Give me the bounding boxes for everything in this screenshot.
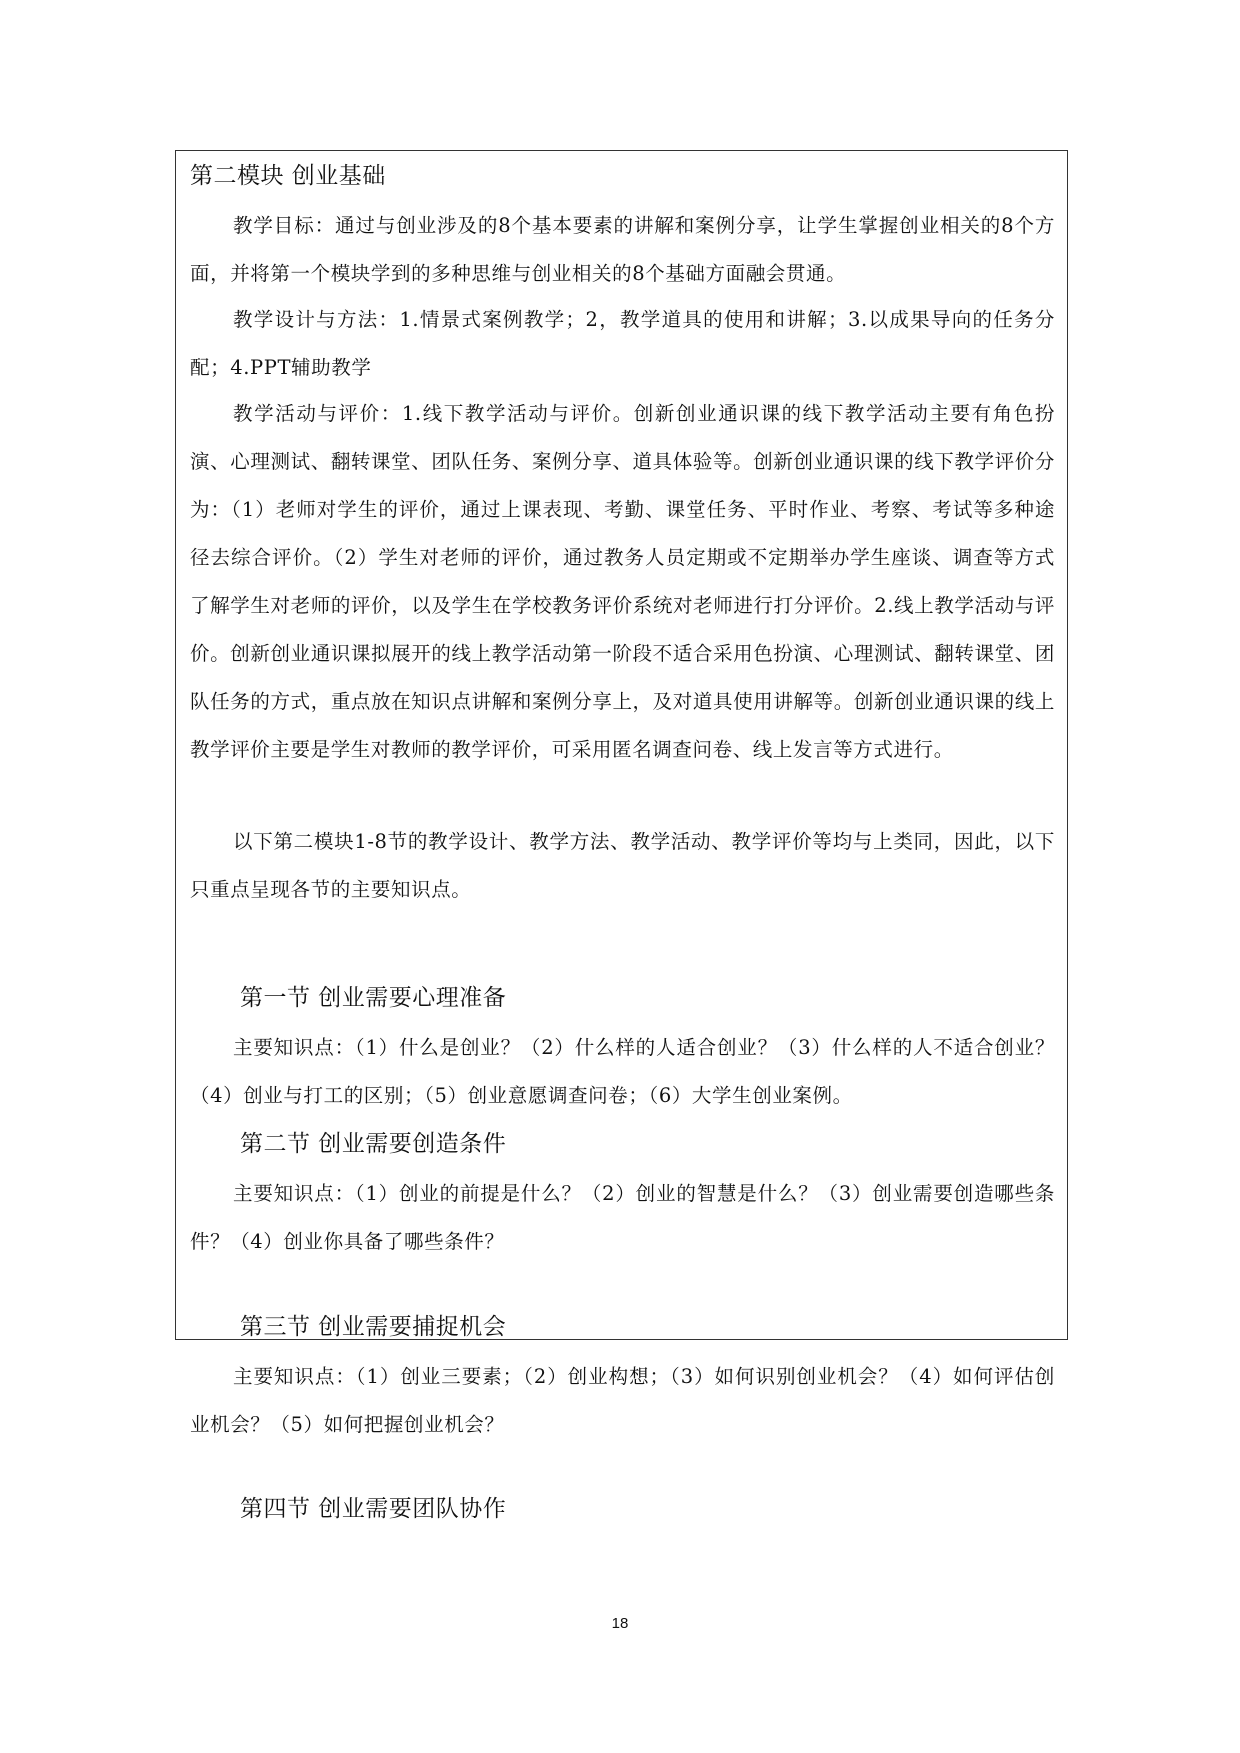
teaching-goal-paragraph: 教学目标：通过与创业涉及的8个基本要素的讲解和案例分享，让学生掌握创业相关的8个方面，并将第一个模块学到的多种思维与创业相关的8个基础方面融会贯通。	[190, 214, 1055, 285]
module-title: 第二模块 创业基础	[190, 163, 386, 189]
activity-evaluation-paragraph: 教学活动与评价：1.线下教学活动与评价。创新创业通识课的线下教学活动主要有角色扮演、心理测试、翻转课堂、团队任务、案例分享、道具体验等。创新创业通识课的线下教学评价分为：（1）老师对学生的评价，通过上课表现、考勤、课堂任务、平时作业、考察、考试等多种途径去综合评价。（2）学生对老师的评价，通过教务人员定期或不定期举办学生座谈、调查等方式了解学生对老师的评价，以及学生在学校教务评价系统对老师进行打分评价。2.线上教学活动与评价。创新创业通识课拟展开的线上教学活动第一阶段不适合采用色扮演、心理测试、翻转课堂、团队任务的方式，重点放在知识点讲解和案例分享上，及对道具使用讲解等。创新创业通识课的线上教学评价主要是学生对教师的教学评价，可采用匿名调查问卷、线上发言等方式进行。	[190, 402, 1055, 761]
section-4-title: 第四节 创业需要团队协作	[240, 1496, 507, 1522]
section-3-knowledge: 主要知识点：（1）创业三要素；（2）创业构想；（3）如何识别创业机会？（4）如何评估创业机会？（5）如何把握创业机会？	[190, 1365, 1055, 1436]
section-2-knowledge: 主要知识点：（1）创业的前提是什么？（2）创业的智慧是什么？（3）创业需要创造哪些条件？（4）创业你具备了哪些条件？	[190, 1182, 1055, 1253]
page-number: 18	[611, 1615, 629, 1632]
section-1-title: 第一节 创业需要心理准备	[240, 985, 507, 1011]
summary-note-paragraph: 以下第二模块1-8节的教学设计、教学方法、教学活动、教学评价等均与上类同，因此，以下只重点呈现各节的主要知识点。	[190, 830, 1055, 901]
section-3-title: 第三节 创业需要捕捉机会	[240, 1314, 507, 1340]
section-1-knowledge: 主要知识点：（1）什么是创业？（2）什么样的人适合创业？（3）什么样的人不适合创业？（4）创业与打工的区别；（5）创业意愿调查问卷；（6）大学生创业案例。	[190, 1036, 1055, 1107]
design-method-paragraph: 教学设计与方法：1.情景式案例教学；2，教学道具的使用和讲解；3.以成果导向的任务分配；4.PPT辅助教学	[190, 308, 1055, 379]
section-2-title: 第二节 创业需要创造条件	[240, 1131, 507, 1157]
